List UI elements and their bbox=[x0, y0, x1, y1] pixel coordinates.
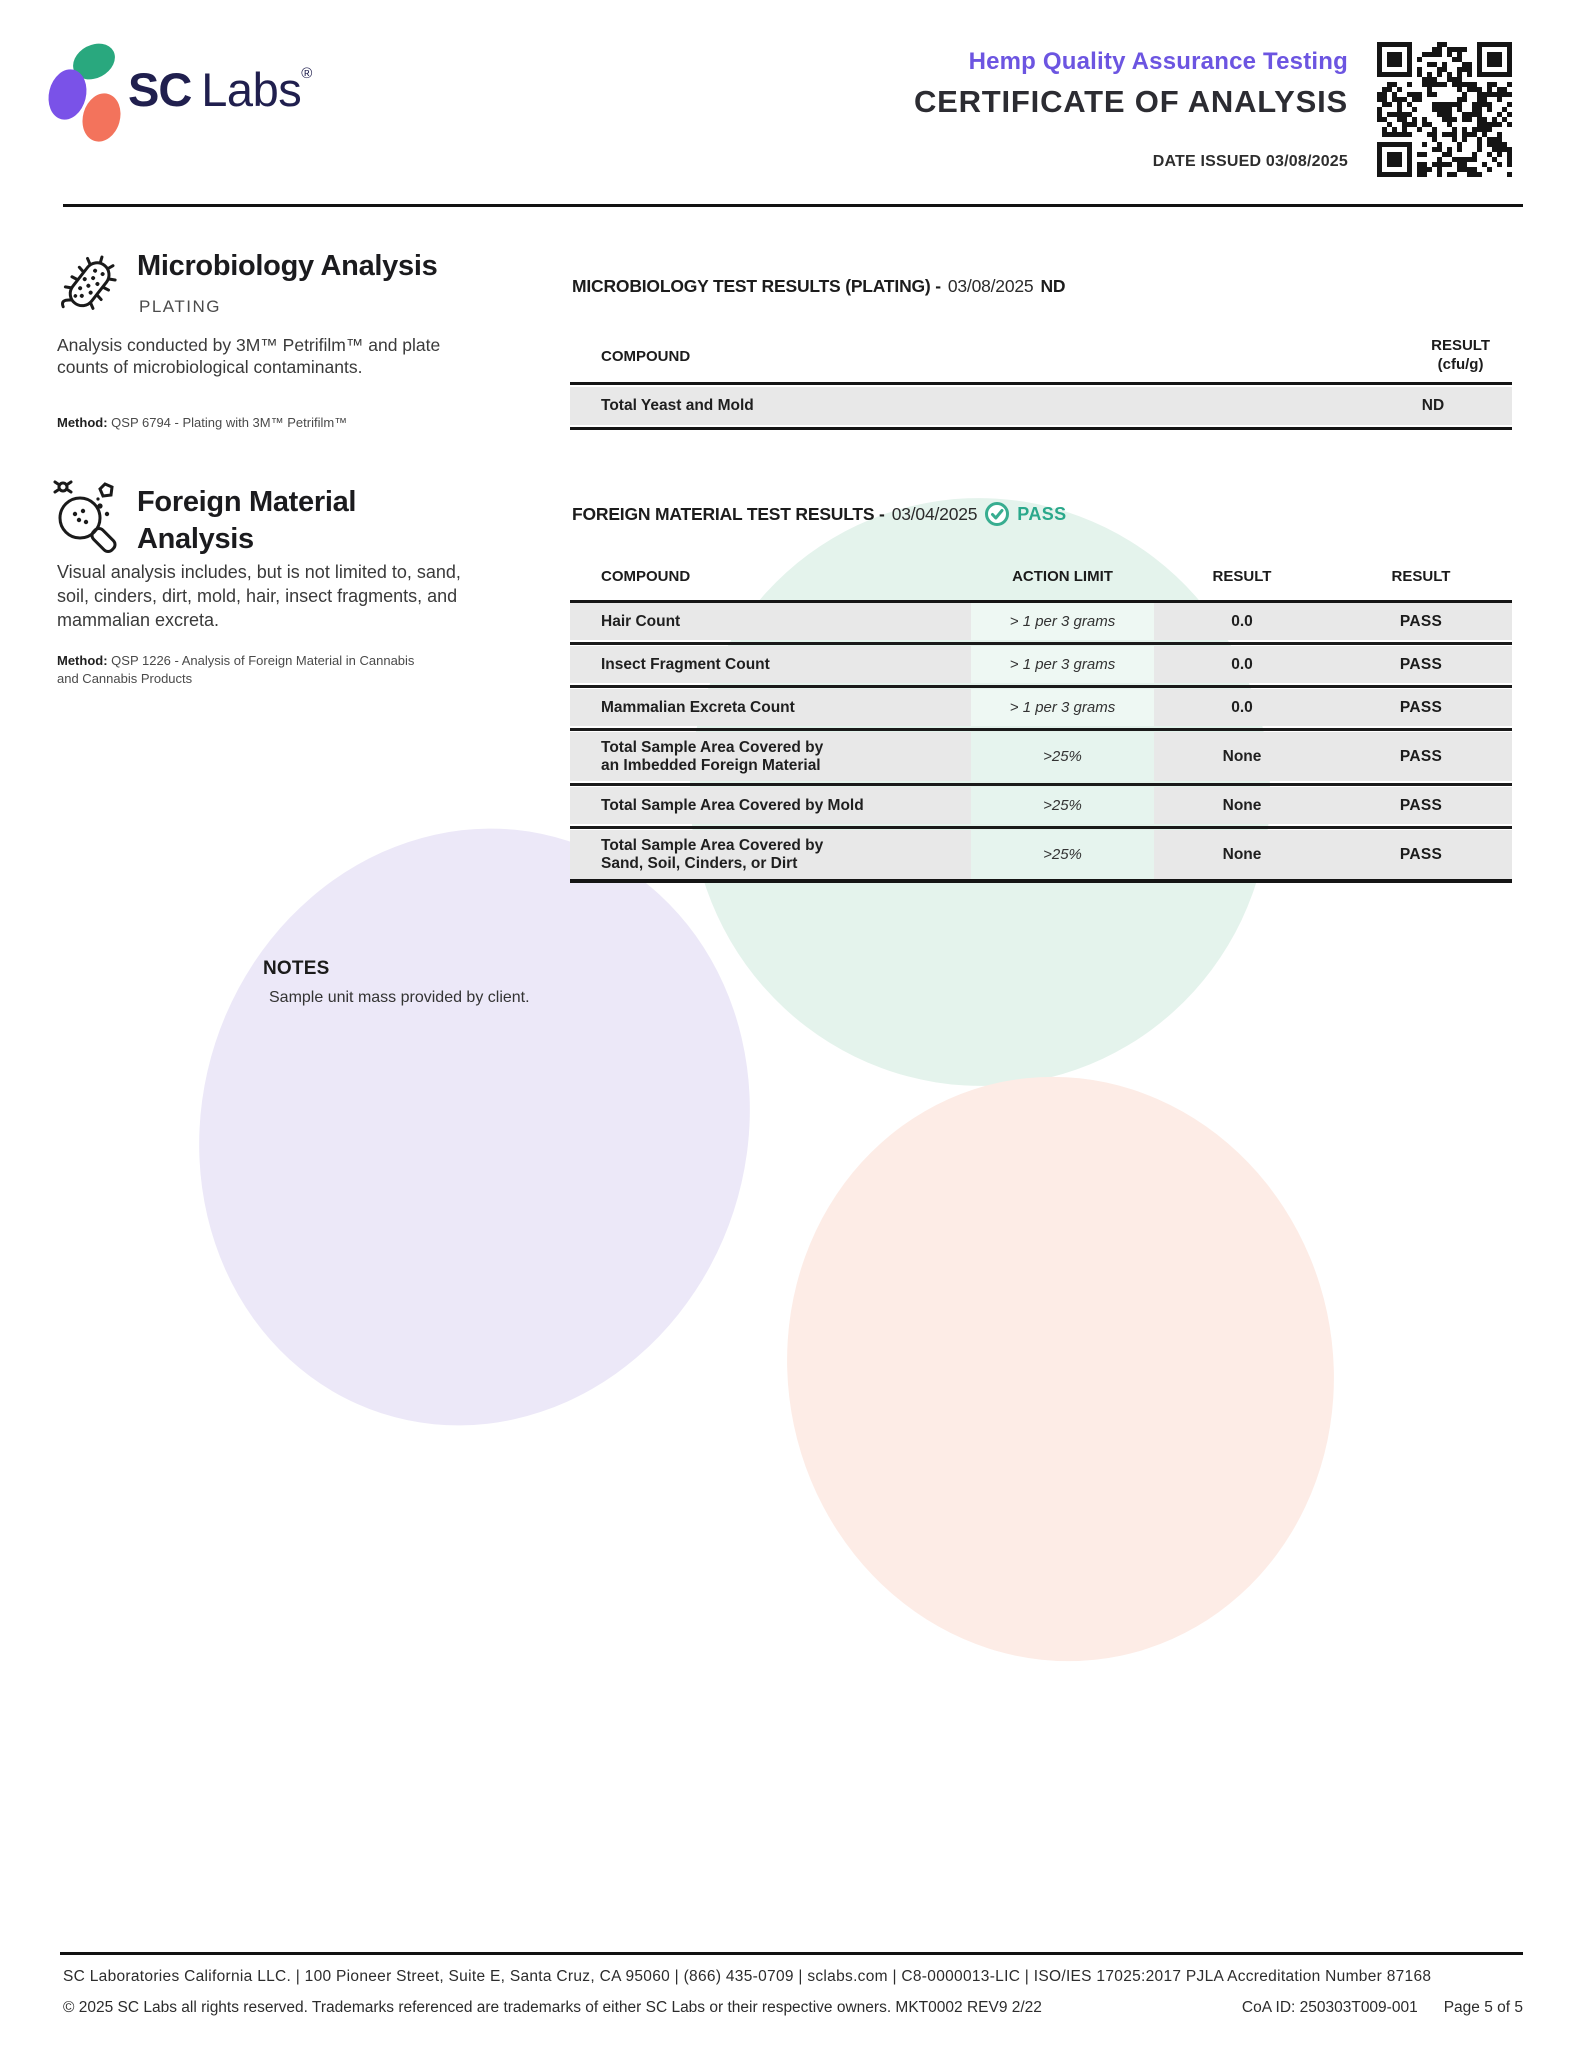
result-cell: 0.0 bbox=[1231, 698, 1253, 716]
microbiology-method bbox=[57, 414, 477, 432]
table-bottom-rule bbox=[570, 879, 1512, 883]
microbiology-table bbox=[570, 332, 1512, 432]
table-header-rule bbox=[570, 382, 1512, 385]
microbiology-section-title: Microbiology Analysis bbox=[137, 250, 438, 282]
fm-col-result: RESULT bbox=[1212, 567, 1272, 585]
logo-labs: Labs bbox=[201, 63, 302, 116]
foreign-results-heading bbox=[572, 501, 1067, 527]
method-text: QSP 6794 - Plating with 3M™ Petrifilm™ bbox=[107, 415, 348, 430]
result-cell: None bbox=[1222, 796, 1262, 814]
compound-cell bbox=[570, 787, 971, 824]
micro-results-overall: ND bbox=[1040, 276, 1066, 296]
foreign-material-table bbox=[570, 556, 1512, 883]
compound-line1: Mammalian Excreta Count bbox=[601, 698, 795, 716]
compound-line1: Total Sample Area Covered by bbox=[601, 836, 824, 854]
notes-title: NOTES bbox=[263, 958, 330, 979]
logo-sc: SC bbox=[128, 63, 192, 116]
compound-line2: an Imbedded Foreign Material bbox=[601, 756, 821, 774]
date-issued: DATE ISSUED 03/08/2025 bbox=[1152, 153, 1348, 170]
footer-divider bbox=[60, 1952, 1523, 1955]
table-row bbox=[570, 689, 1512, 726]
foreign-results-date: 03/04/2025 bbox=[891, 503, 978, 524]
foreign-material-method bbox=[57, 652, 437, 688]
fm-table-header bbox=[570, 556, 1512, 596]
registered-mark: ® bbox=[301, 65, 313, 82]
method-label: Method: bbox=[57, 415, 108, 430]
footer-right-block bbox=[1242, 1999, 1523, 2017]
notes-body: Sample unit mass provided by client. bbox=[269, 989, 530, 1006]
pass-cell: PASS bbox=[1399, 845, 1443, 863]
pass-cell: PASS bbox=[1399, 747, 1443, 765]
table-row bbox=[570, 387, 1512, 425]
program-title: Hemp Quality Assurance Testing bbox=[968, 48, 1348, 75]
row-divider bbox=[570, 685, 1512, 688]
bug-icon bbox=[55, 482, 71, 492]
compound-line1: Insect Fragment Count bbox=[601, 655, 770, 673]
compound-cell bbox=[570, 646, 971, 683]
fm-col-result2: RESULT bbox=[1391, 567, 1451, 585]
foreign-results-label: FOREIGN MATERIAL TEST RESULTS - bbox=[572, 503, 885, 524]
foreign-material-description: Visual analysis includes, but is not limited to, sand, soil, cinders, dirt, mold, hair, insect fragments, and mammalian excreta. bbox=[57, 562, 461, 630]
fm-col-compound: COMPOUND bbox=[601, 567, 691, 585]
footer-copyright: © 2025 SC Labs all rights reserved. Trademarks referenced are trademarks of either SC Labs or their respective owners. MKT0002 REV9 2/22 bbox=[63, 1999, 1042, 2016]
magnifier-icon bbox=[48, 478, 134, 570]
micro-col-result-line1: RESULT bbox=[1431, 337, 1490, 354]
coa-id: CoA ID: 250303T009-001 bbox=[1241, 1999, 1418, 2016]
row-divider bbox=[570, 728, 1512, 731]
header-divider bbox=[63, 204, 1523, 207]
pass-check-icon bbox=[984, 501, 1010, 527]
foreign-title-line2: Analysis bbox=[137, 523, 254, 555]
table-row bbox=[570, 830, 1512, 879]
fm-col-action-limit: ACTION LIMIT bbox=[1012, 567, 1113, 585]
logo-wordmark bbox=[128, 62, 312, 117]
micro-col-result-line2: (cfu/g) bbox=[1437, 356, 1484, 373]
pass-cell: PASS bbox=[1399, 796, 1443, 814]
result-cell: None bbox=[1222, 747, 1262, 765]
compound-cell bbox=[570, 830, 971, 879]
microbiology-results-heading bbox=[572, 276, 1065, 297]
result-cell: None bbox=[1222, 845, 1262, 863]
compound-cell bbox=[570, 689, 971, 726]
microbe-icon bbox=[54, 252, 124, 320]
action-limit-cell: > 1 per 3 grams bbox=[971, 689, 1154, 726]
micro-col-compound: COMPOUND bbox=[601, 348, 691, 365]
compound-line2: Sand, Soil, Cinders, or Dirt bbox=[601, 854, 798, 872]
table-row bbox=[570, 732, 1512, 781]
foreign-title-line1: Foreign Material bbox=[137, 486, 357, 518]
table-bottom-rule bbox=[570, 427, 1512, 430]
micro-results-date: 03/08/2025 bbox=[947, 276, 1034, 296]
action-limit-cell: >25% bbox=[971, 732, 1154, 781]
micro-results-label: MICROBIOLOGY TEST RESULTS (PLATING) - bbox=[572, 276, 941, 296]
pass-cell: PASS bbox=[1399, 698, 1443, 716]
table-row bbox=[570, 603, 1512, 640]
row-divider bbox=[570, 783, 1512, 786]
status-badge: PASS bbox=[1017, 503, 1067, 524]
row-divider bbox=[570, 642, 1512, 645]
header-title-block bbox=[914, 48, 1348, 171]
pass-cell: PASS bbox=[1399, 612, 1443, 630]
microbiology-description: Analysis conducted by 3M™ Petrifilm™ and plate counts of microbiological contaminants. bbox=[57, 335, 441, 377]
result-cell: 0.0 bbox=[1231, 612, 1253, 630]
table-row bbox=[570, 787, 1512, 824]
action-limit-cell: >25% bbox=[971, 830, 1154, 879]
background-blob-pink bbox=[733, 1026, 1388, 1713]
page-title: CERTIFICATE OF ANALYSIS bbox=[913, 84, 1348, 119]
footer-lab-info: SC Laboratories California LLC. | 100 Pioneer Street, Suite E, Santa Cruz, CA 95060 | (866) 435-0709 | sclabs.com | C8-0000013-LIC | ISO/IES 17025:2017 PJLA Accreditation Number 87168 bbox=[63, 1968, 1432, 1985]
microbiology-subtitle: PLATING bbox=[139, 297, 221, 316]
table-row bbox=[570, 646, 1512, 683]
compound-cell: Total Yeast and Mold bbox=[601, 397, 754, 414]
row-divider bbox=[570, 826, 1512, 829]
result-cell: ND bbox=[1421, 397, 1445, 414]
compound-cell bbox=[570, 732, 971, 781]
page-number: Page 5 of 5 bbox=[1443, 1999, 1523, 2016]
qr-code bbox=[1377, 42, 1512, 177]
footer-legal-row bbox=[63, 1999, 1523, 2017]
compound-line1: Hair Count bbox=[601, 612, 681, 630]
action-limit-cell: > 1 per 3 grams bbox=[971, 646, 1154, 683]
compound-line1: Total Sample Area Covered by bbox=[601, 738, 824, 756]
micro-col-result bbox=[1431, 336, 1490, 374]
pass-cell: PASS bbox=[1399, 655, 1443, 673]
action-limit-cell: >25% bbox=[971, 787, 1154, 824]
compound-cell bbox=[570, 603, 971, 640]
action-limit-cell: > 1 per 3 grams bbox=[971, 603, 1154, 640]
method-text: QSP 1226 - Analysis of Foreign Material in Cannabis and Cannabis Products bbox=[57, 653, 415, 686]
compound-line1: Total Sample Area Covered by Mold bbox=[601, 796, 864, 814]
result-cell: 0.0 bbox=[1231, 655, 1253, 673]
method-label: Method: bbox=[57, 653, 108, 668]
notes-section bbox=[263, 958, 530, 1007]
foreign-material-section-title bbox=[137, 484, 356, 558]
